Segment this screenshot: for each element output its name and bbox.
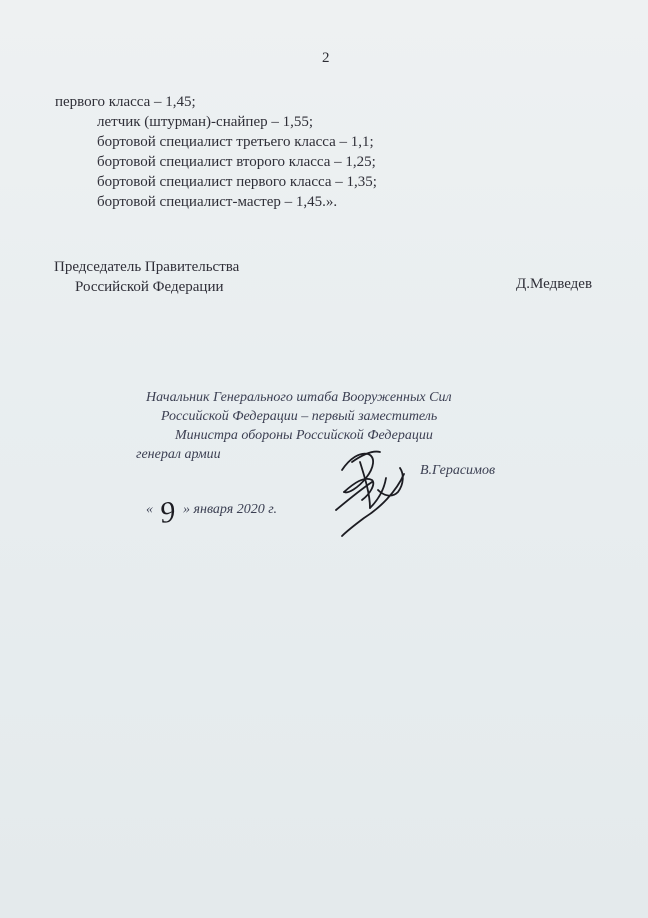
page-number: 2 <box>322 50 330 66</box>
date-day-handwritten: 9 <box>157 495 178 530</box>
date-open-quote: « <box>146 502 153 517</box>
approval-line3: Министра обороны Российской Федерации <box>175 428 433 443</box>
list-item: бортовой специалист первого класса – 1,35; <box>97 174 377 190</box>
date-rest: » января 2020 г. <box>183 502 278 517</box>
approval-line1: Начальник Генерального штаба Вооруженных Сил <box>146 390 452 405</box>
chairman-title-line1: Председатель Правительства <box>54 259 240 275</box>
approval-rank: генерал армии <box>136 447 221 462</box>
approval-name: В.Герасимов <box>420 463 496 478</box>
list-item: летчик (штурман)-снайпер – 1,55; <box>97 114 314 130</box>
chairman-title-line2: Российской Федерации <box>75 279 224 295</box>
list-continuation: первого класса – 1,45; <box>55 94 196 110</box>
list-item: бортовой специалист-мастер – 1,45.». <box>97 194 338 210</box>
list-item: бортовой специалист третьего класса – 1,1; <box>97 134 374 150</box>
approval-line2: Российской Федерации – первый заместитель <box>161 409 438 424</box>
list-item: бортовой специалист второго класса – 1,25; <box>97 154 376 170</box>
chairman-name: Д.Медведев <box>516 276 593 292</box>
